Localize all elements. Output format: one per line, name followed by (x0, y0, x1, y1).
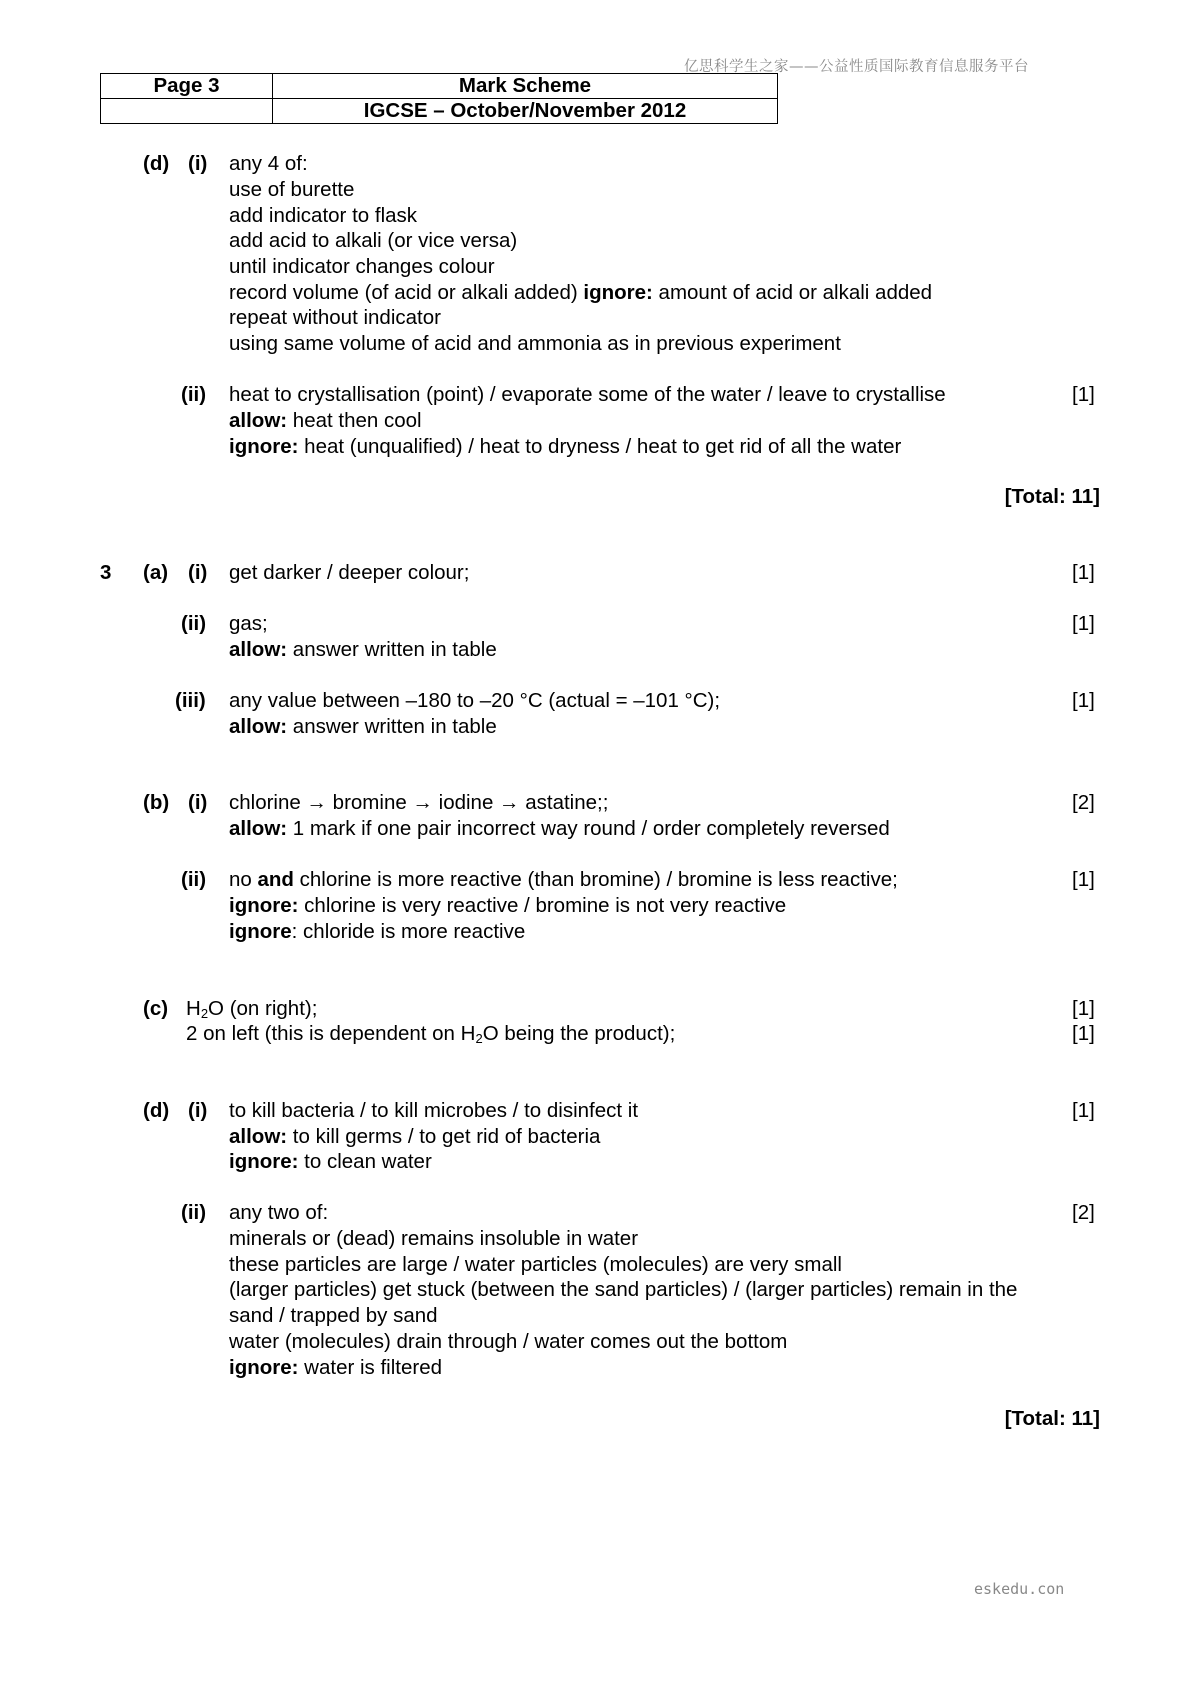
record-text: record volume (of acid or alkali added) (229, 281, 584, 304)
allow-label: allow: (229, 638, 288, 661)
allow-text: 1 mark if one pair incorrect way round / order completely reversed (287, 817, 890, 840)
mark: [1] (1072, 868, 1095, 891)
allow-label: allow: (229, 715, 288, 738)
mark: [1] (1072, 689, 1095, 712)
q3d-ii-ignore (229, 1355, 442, 1381)
q3b-i-num: (i) (188, 791, 208, 814)
allow-text: answer written in table (287, 638, 497, 661)
q3b-i-allow (229, 816, 890, 842)
q2d-ii-num: (ii) (181, 383, 207, 406)
allow-text: answer written in table (287, 715, 497, 738)
q3d-part-label: (d) (143, 1099, 170, 1122)
q3a-iii-num: (iii) (175, 689, 206, 712)
q2d-i-line: add indicator to flask (229, 204, 418, 227)
mark: [1] (1072, 612, 1095, 635)
allow-label: allow: (229, 1125, 288, 1148)
q3b-ii-num: (ii) (181, 868, 207, 891)
text-part: chlorine is more reactive (than bromine) / bromine is less reactive; (293, 868, 898, 891)
header-title: Mark Scheme (273, 74, 778, 99)
q3d-ii-num: (ii) (181, 1201, 207, 1224)
footer-watermark: eskedu.con (974, 1580, 1065, 1598)
q3a-iii-allow (229, 714, 497, 740)
q3b-ii-text (229, 867, 898, 893)
subscript: 2 (475, 1031, 483, 1046)
q3a-i-num: (i) (188, 561, 208, 584)
ignore-label: ignore: (229, 435, 299, 458)
ignore-label: ignore: (229, 894, 299, 917)
q3a-ii-allow (229, 637, 497, 663)
q3a-i-text: get darker / deeper colour; (229, 561, 470, 584)
q3a-ii-text: gas; (229, 612, 268, 635)
ignore-label: ignore (229, 920, 292, 943)
ignore-label: ignore: (229, 1356, 299, 1379)
q2d-i-line: using same volume of acid and ammonia as in previous experiment (229, 332, 841, 355)
q3c-part-label: (c) (143, 997, 169, 1020)
q3d-i-num: (i) (188, 1099, 208, 1122)
header-page: Page 3 (101, 74, 273, 99)
q2d-ii-ignore (229, 434, 901, 460)
ignore-text: chlorine is very reactive / bromine is not very reactive (298, 894, 787, 917)
formula-text: H (186, 997, 201, 1020)
mark: [1] (1072, 561, 1095, 584)
and-keyword: and (257, 868, 294, 891)
q2d-i-line: any 4 of: (229, 152, 308, 175)
mark: [2] (1072, 791, 1095, 814)
allow-label: allow: (229, 817, 288, 840)
q3d-ii-line: minerals or (dead) remains insoluble in water (229, 1227, 639, 1250)
ignore-text: heat (unqualified) / heat to dryness / heat to get rid of all the water (298, 435, 902, 458)
q2d-i-line: until indicator changes colour (229, 255, 495, 278)
q2d-i-line: add acid to alkali (or vice versa) (229, 229, 518, 252)
q2d-ii-text: heat to crystallisation (point) / evaporate some of the water / leave to crystallise (229, 383, 946, 406)
q2d-i-line: use of burette (229, 178, 355, 201)
ignore-text: to clean water (298, 1150, 432, 1173)
ignore-text: : chloride is more reactive (291, 920, 526, 943)
allow-text: to kill germs / to get rid of bacteria (287, 1125, 601, 1148)
q2d-part-label: (d) (143, 152, 170, 175)
q3b-ii-ignore1 (229, 893, 786, 919)
header-table (100, 73, 778, 124)
mark: [1] (1072, 997, 1095, 1020)
subscript: 2 (200, 1006, 209, 1021)
q3c-line2 (186, 1021, 675, 1047)
mark: [1] (1072, 1099, 1095, 1122)
allow-label: allow: (229, 409, 288, 432)
formula-text: 2 on left (this is dependent on H (186, 1022, 476, 1045)
text-part: no (229, 868, 258, 891)
q3d-i-ignore (229, 1149, 432, 1175)
allow-text: heat then cool (287, 409, 422, 432)
q3d-ii-line: these particles are large / water particles (molecules) are very small (229, 1253, 842, 1276)
q3d-ii-line: water (molecules) drain through / water comes out the bottom (229, 1330, 788, 1353)
ignore-label: ignore: (229, 1150, 299, 1173)
ignore-label: ignore: (583, 281, 653, 304)
q3b-ii-ignore2 (229, 919, 525, 945)
q3a-part-label: (a) (143, 561, 169, 584)
q3d-ii-line: (larger particles) get stuck (between the sand particles) / (larger particles) remain in the (229, 1278, 1018, 1301)
q3-number: 3 (100, 561, 112, 584)
q3c-line1 (186, 996, 317, 1022)
mark: [1] (1072, 383, 1095, 406)
q2-total: [Total: 11] (1004, 485, 1100, 508)
q3-total: [Total: 11] (1004, 1407, 1100, 1430)
ignore-text: water is filtered (298, 1356, 443, 1379)
record-ignore-text: amount of acid or alkali added (652, 281, 933, 304)
header-subtitle: IGCSE – October/November 2012 (273, 99, 778, 124)
q3d-i-text: to kill bacteria / to kill microbes / to disinfect it (229, 1099, 639, 1122)
q3a-ii-num: (ii) (181, 612, 207, 635)
q3b-part-label: (b) (143, 791, 170, 814)
header-empty-cell (101, 99, 273, 124)
q3d-i-allow (229, 1124, 600, 1150)
mark: [2] (1072, 1201, 1095, 1224)
q2d-ii-allow (229, 408, 422, 434)
q2d-i-num: (i) (188, 152, 208, 175)
mark: [1] (1072, 1022, 1095, 1045)
formula-text: O (on right); (208, 997, 318, 1020)
q3d-ii-line: sand / trapped by sand (229, 1304, 438, 1327)
watermark-text: 亿思科学生之家——公益性质国际教育信息服务平台 (684, 59, 1029, 75)
formula-text: O being the product); (482, 1022, 676, 1045)
q2d-i-record-line (229, 280, 932, 306)
q3b-i-text: chlorine → bromine → iodine → astatine;; (229, 791, 609, 814)
q2d-i-line: repeat without indicator (229, 306, 441, 329)
q3d-ii-line: any two of: (229, 1201, 329, 1224)
q3a-iii-text: any value between –180 to –20 °C (actual = –101 °C); (229, 689, 721, 712)
